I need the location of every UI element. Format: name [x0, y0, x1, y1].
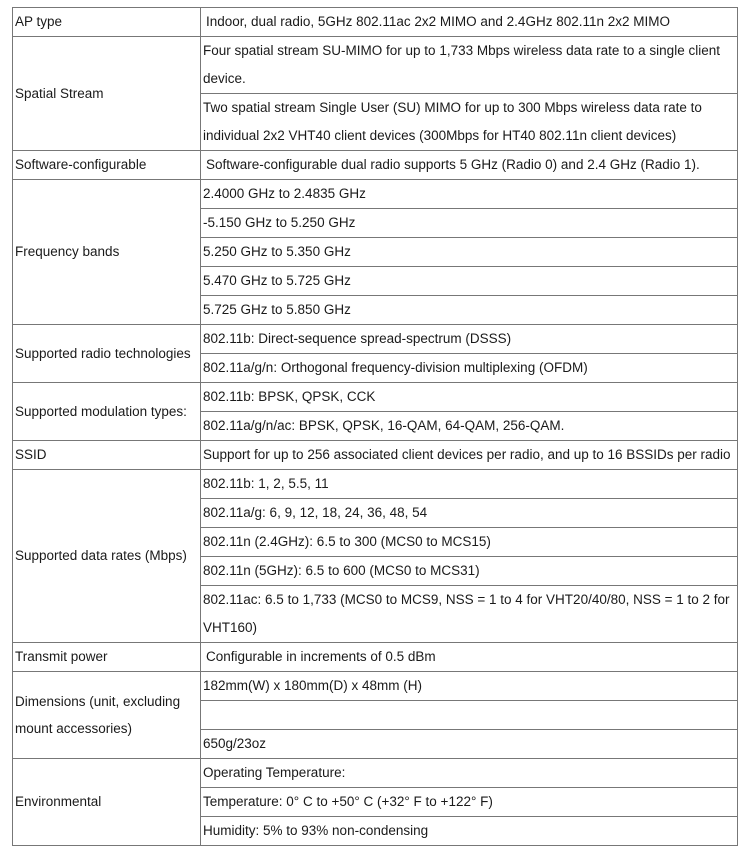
modulation-value-2: 802.11a/g/n/ac: BPSK, QPSK, 16-QAM, 64-QAM, 256-QAM.	[201, 412, 738, 441]
table-row	[13, 759, 738, 788]
dimensions-label: Dimensions (unit, excluding mount accessories)	[13, 672, 201, 759]
spec-table	[12, 7, 738, 846]
frequency-band-3: 5.250 GHz to 5.350 GHz	[201, 238, 738, 267]
dimensions-value-3: 650g/23oz	[201, 730, 738, 759]
spatial-stream-label: Spatial Stream	[13, 37, 201, 151]
ap-type-label: AP type	[13, 8, 201, 37]
environmental-value-3: Humidity: 5% to 93% non-condensing	[201, 817, 738, 846]
data-rate-2: 802.11a/g: 6, 9, 12, 18, 24, 36, 48, 54	[201, 499, 738, 528]
environmental-value-1: Operating Temperature:	[201, 759, 738, 788]
modulation-label: Supported modulation types:	[13, 383, 201, 441]
dimensions-value-1: 182mm(W) x 180mm(D) x 48mm (H)	[201, 672, 738, 701]
data-rate-5: 802.11ac: 6.5 to 1,733 (MCS0 to MCS9, NSS = 1 to 4 for VHT20/40/80, NSS = 1 to 2 for VHT160)	[201, 586, 738, 643]
data-rate-1: 802.11b: 1, 2, 5.5, 11	[201, 470, 738, 499]
table-row	[13, 441, 738, 470]
table-row	[13, 8, 738, 37]
dimensions-value-2	[201, 701, 738, 730]
table-row	[13, 470, 738, 499]
environmental-value-2: Temperature: 0° C to +50° C (+32° F to +122° F)	[201, 788, 738, 817]
radio-tech-value-1: 802.11b: Direct-sequence spread-spectrum (DSSS)	[201, 325, 738, 354]
spatial-stream-value-1: Four spatial stream SU-MIMO for up to 1,733 Mbps wireless data rate to a single client device.	[201, 37, 738, 94]
transmit-power-label: Transmit power	[13, 643, 201, 672]
frequency-bands-label: Frequency bands	[13, 180, 201, 325]
ssid-label: SSID	[13, 441, 201, 470]
data-rate-4: 802.11n (5GHz): 6.5 to 600 (MCS0 to MCS31)	[201, 557, 738, 586]
software-configurable-label: Software-configurable	[13, 151, 201, 180]
software-configurable-value: Software-configurable dual radio supports 5 GHz (Radio 0) and 2.4 GHz (Radio 1).	[201, 151, 738, 180]
ap-type-value: Indoor, dual radio, 5GHz 802.11ac 2x2 MIMO and 2.4GHz 802.11n 2x2 MIMO	[201, 8, 738, 37]
spatial-stream-value-2: Two spatial stream Single User (SU) MIMO for up to 300 Mbps wireless data rate to individual 2x2 VHT40 client devices (300Mbps for HT40 802.11n client devices)	[201, 94, 738, 151]
table-row	[13, 151, 738, 180]
radio-tech-value-2: 802.11a/g/n: Orthogonal frequency-division multiplexing (OFDM)	[201, 354, 738, 383]
table-row	[13, 37, 738, 94]
transmit-power-value: Configurable in increments of 0.5 dBm	[201, 643, 738, 672]
environmental-label: Environmental	[13, 759, 201, 846]
radio-tech-label: Supported radio technologies	[13, 325, 201, 383]
modulation-value-1: 802.11b: BPSK, QPSK, CCK	[201, 383, 738, 412]
frequency-band-5: 5.725 GHz to 5.850 GHz	[201, 296, 738, 325]
data-rates-label: Supported data rates (Mbps)	[13, 470, 201, 643]
table-row	[13, 325, 738, 354]
ssid-value: Support for up to 256 associated client devices per radio, and up to 16 BSSIDs per radio	[201, 441, 738, 470]
table-row	[13, 643, 738, 672]
table-row	[13, 383, 738, 412]
frequency-band-1: 2.4000 GHz to 2.4835 GHz	[201, 180, 738, 209]
frequency-band-2: -5.150 GHz to 5.250 GHz	[201, 209, 738, 238]
data-rate-3: 802.11n (2.4GHz): 6.5 to 300 (MCS0 to MCS15)	[201, 528, 738, 557]
table-row	[13, 672, 738, 701]
table-row	[13, 180, 738, 209]
frequency-band-4: 5.470 GHz to 5.725 GHz	[201, 267, 738, 296]
